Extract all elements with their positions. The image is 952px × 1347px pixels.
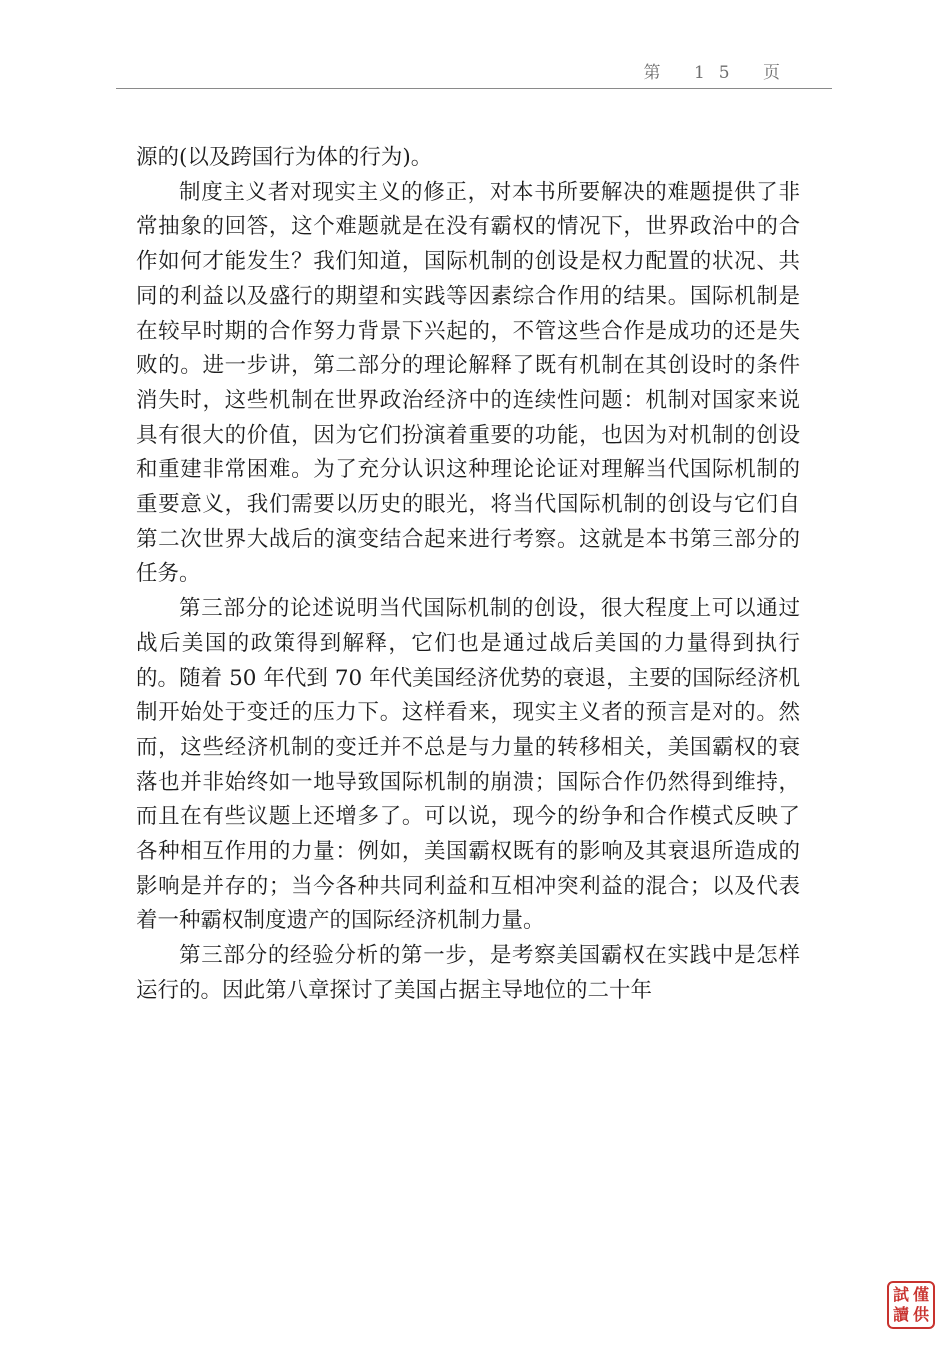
paragraph: 第三部分的论述说明当代国际机制的创设，很大程度上可以通过战后美国的政策得到解释，它们也是通过战后美国的力量得到执行的。随着 50 年代到 70 年代美国经济优势的衰退，主要的国际经济机制开始处于变迁的压力下。这样看来，现实主义者的预言是对的。然而，这些经济机制的变迁并不总是与力量的转移相关，美国霸权的衰落也并非始终如一地导致国际机制的崩溃；国际合作仍然得到维持，而且在有些议题上还增多了。可以说，现今的纷争和合作模式反映了各种相互作用的力量：例如，美国霸权既有的影响及其衰退所造成的影响是并存的；当今各种共同利益和互相冲突利益的混合；以及代表着一种霸权制度遗产的国际经济机制力量。 (136, 596, 800, 934)
seal-char: 讀 (892, 1305, 909, 1324)
preview-only-seal (887, 1281, 935, 1329)
header-rule (116, 88, 832, 89)
seal-char: 試 (892, 1285, 909, 1304)
paragraph: 第三部分的经验分析的第一步，是考察美国霸权在实践中是怎样运行的。因此第八章探讨了美国占据主导地位的二十年 (136, 943, 800, 1003)
paragraph: 源的(以及跨国行为体的行为)。 (136, 145, 433, 170)
page-header (0, 0, 952, 90)
page-number: 第 15 页 (643, 63, 794, 83)
paragraph: 制度主义者对现实主义的修正，对本书所要解决的难题提供了非常抽象的回答，这个难题就是在没有霸权的情况下，世界政治中的合作如何才能发生？我们知道，国际机制的创设是权力配置的状况、共同的利益以及盛行的期望和实践等因素综合作用的结果。国际机制是在较早时期的合作努力背景下兴起的，不管这些合作是成功的还是失败的。进一步讲，第二部分的理论解释了既有机制在其创设时的条件消失时，这些机制在世界政治经济中的连续性问题：机制对国家来说具有很大的价值，因为它们扮演着重要的功能，也因为对机制的创设和重建非常困难。为了充分认识这种理论论证对理解当代国际机制的重要意义，我们需要以历史的眼光，将当代国际机制的创设与它们自第二次世界大战后的演变结合起来进行考察。这就是本书第三部分的任务。 (136, 179, 800, 587)
body-text (136, 141, 800, 1009)
seal-char: 僅 (912, 1285, 929, 1304)
seal-char: 供 (912, 1305, 929, 1324)
